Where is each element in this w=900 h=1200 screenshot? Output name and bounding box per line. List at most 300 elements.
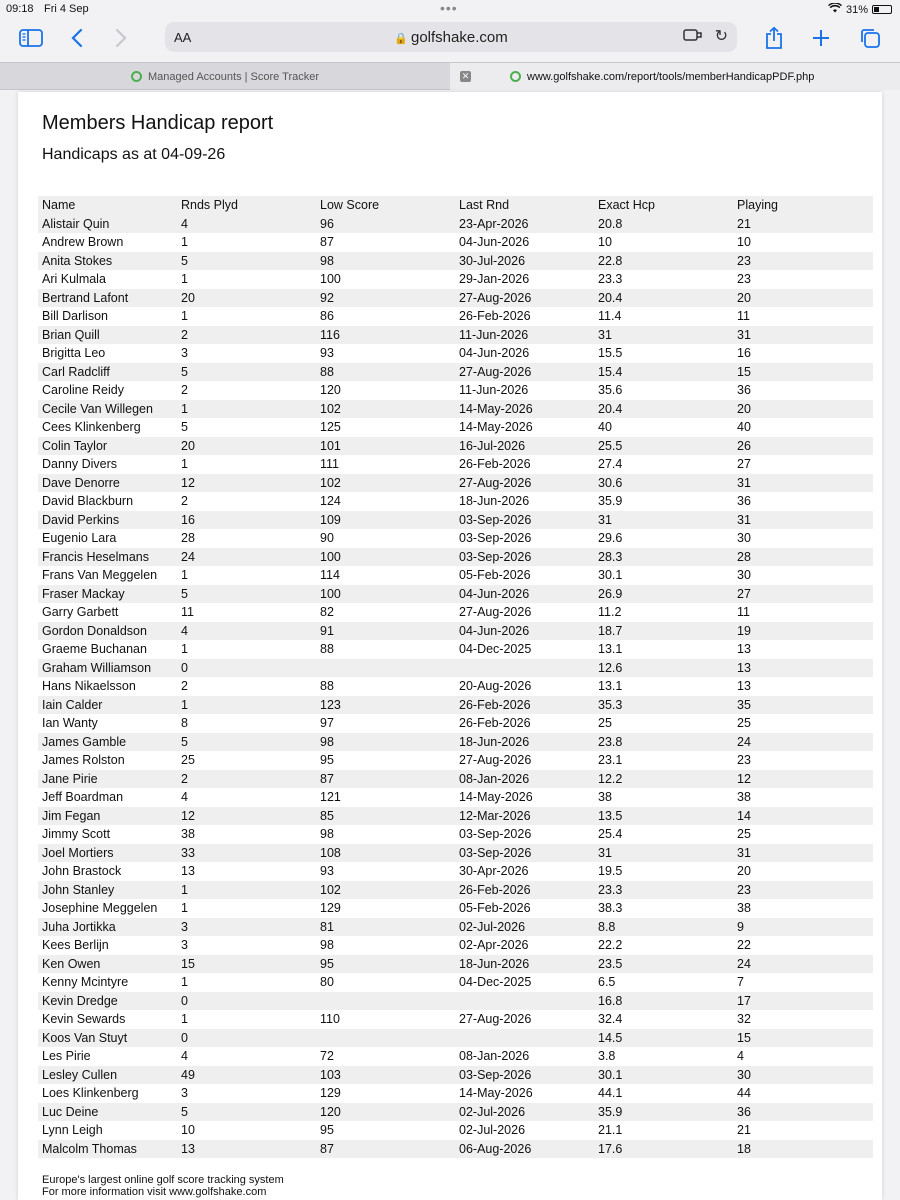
cell-playing: 13: [737, 679, 751, 694]
cell-low-score: [316, 659, 455, 678]
cell-last-round: 04-Dec-2025: [459, 975, 532, 990]
column-header-last-round: Last Rnd: [455, 196, 594, 215]
cell-rounds: 11: [181, 605, 194, 620]
cell-exact-handicap: 18.7: [594, 622, 733, 641]
cell-last-round: 27-Aug-2026: [459, 1012, 532, 1027]
cell-rounds: 0: [177, 992, 316, 1011]
cell-last-round: 26-Feb-2026: [455, 881, 594, 900]
multitasking-dots-icon[interactable]: •••: [440, 0, 458, 16]
cell-name: John Brastock: [42, 864, 122, 879]
cell-rounds: 4: [181, 790, 188, 805]
cell-rounds: 1: [177, 696, 316, 715]
cell-playing: 23: [733, 252, 873, 271]
cell-exact-handicap: 21.1: [598, 1123, 623, 1138]
cell-exact-handicap: 27.4: [598, 457, 623, 472]
cell-low-score: 91: [316, 622, 455, 641]
address-bar[interactable]: [165, 22, 737, 52]
cell-low-score: 87: [320, 235, 334, 250]
cell-last-round: 03-Sep-2026: [459, 531, 532, 546]
table-row: [38, 696, 873, 715]
cell-rounds: 49: [177, 1066, 316, 1085]
cell-low-score: 72: [320, 1049, 334, 1064]
cell-exact-handicap: 13.1: [598, 679, 623, 694]
cell-playing: 18: [733, 1140, 873, 1159]
cell-low-score: 120: [316, 1103, 455, 1122]
tab-handicap-report[interactable]: [450, 63, 900, 90]
cell-name: Brigitta Leo: [42, 346, 106, 361]
cell-rounds: 2: [177, 326, 316, 345]
cell-last-round: 08-Jan-2026: [455, 770, 594, 789]
cell-last-round: 27-Aug-2026: [459, 753, 532, 768]
cell-low-score: 95: [316, 955, 455, 974]
reload-icon[interactable]: ↻: [714, 28, 728, 45]
cell-low-score: 129: [320, 1086, 341, 1101]
cell-exact-handicap: 19.5: [598, 864, 623, 879]
cell-playing: 12: [733, 770, 873, 789]
cell-playing: 13: [737, 642, 751, 657]
footer-info: For more information visit www.golfshake.com: [42, 1186, 267, 1198]
cell-exact-handicap: 40: [598, 420, 612, 435]
share-icon[interactable]: [762, 24, 786, 52]
table-row: [38, 807, 873, 826]
cell-playing: 30: [737, 531, 751, 546]
cell-rounds: 1: [181, 568, 188, 583]
cell-last-round: [455, 992, 594, 1011]
cell-exact-handicap: 13.1: [598, 642, 623, 657]
cell-rounds: 1: [177, 881, 316, 900]
cell-rounds: 1: [181, 309, 188, 324]
cell-name: Iain Calder: [38, 696, 177, 715]
cell-last-round: 26-Feb-2026: [455, 696, 594, 715]
table-row: [38, 622, 873, 641]
table-row: [38, 252, 873, 271]
cell-last-round: 04-Jun-2026: [459, 235, 530, 250]
cell-rounds: 38: [181, 827, 195, 842]
cell-playing: 10: [737, 235, 751, 250]
cell-playing: 32: [737, 1012, 751, 1027]
cell-playing: 23: [737, 753, 751, 768]
cell-name: Jeff Boardman: [42, 790, 124, 805]
cell-name: Carl Radcliff: [38, 363, 177, 382]
cell-name: Kevin Dredge: [38, 992, 177, 1011]
column-header-name: Name: [38, 196, 177, 215]
cell-rounds: 15: [177, 955, 316, 974]
cell-low-score: 98: [320, 827, 334, 842]
cell-exact-handicap: 23.3: [594, 881, 733, 900]
table-row: [38, 566, 873, 585]
cell-rounds: 25: [181, 753, 195, 768]
cell-exact-handicap: 20.8: [594, 215, 733, 234]
table-row: [38, 585, 873, 604]
cell-name: Kenny Mcintyre: [42, 975, 129, 990]
cell-rounds: 0: [177, 659, 316, 678]
table-row: [38, 1140, 873, 1159]
cell-playing: 44: [737, 1086, 751, 1101]
table-row: [38, 1010, 873, 1029]
cell-last-round: 04-Jun-2026: [459, 346, 530, 361]
cell-exact-handicap: 30.1: [594, 1066, 733, 1085]
cell-exact-handicap: 44.1: [598, 1086, 623, 1101]
cell-rounds: 2: [181, 383, 188, 398]
cell-rounds: 1: [181, 901, 188, 916]
cell-playing: 15: [733, 363, 873, 382]
cell-rounds: 5: [177, 585, 316, 604]
cell-low-score: 86: [320, 309, 334, 324]
cell-name: Frans Van Meggelen: [42, 568, 158, 583]
cell-playing: 24: [733, 955, 873, 974]
table-header-row: [38, 196, 873, 215]
cell-name: Bertrand Lafont: [38, 289, 177, 308]
cell-exact-handicap: 3.8: [598, 1049, 616, 1064]
cell-last-round: 04-Jun-2026: [455, 622, 594, 641]
cell-playing: 31: [733, 326, 873, 345]
cell-rounds: 1: [181, 235, 188, 250]
cell-playing: 21: [733, 215, 873, 234]
table-row: [38, 936, 873, 955]
cell-low-score: 103: [316, 1066, 455, 1085]
cell-exact-handicap: 31: [594, 844, 733, 863]
cell-low-score: 85: [316, 807, 455, 826]
table-row: [38, 344, 873, 363]
table-row: [38, 1029, 873, 1048]
cell-name: Cees Klinkenberg: [42, 420, 141, 435]
extension-icon[interactable]: [683, 27, 703, 47]
cell-playing: 13: [733, 659, 873, 678]
cell-low-score: 121: [320, 790, 341, 805]
cell-playing: 40: [737, 420, 751, 435]
cell-name: Joel Mortiers: [38, 844, 177, 863]
forward-icon[interactable]: [110, 24, 132, 52]
cell-low-score: 114: [320, 568, 340, 583]
cell-last-round: 30-Apr-2026: [459, 864, 529, 879]
cell-last-round: 11-Jun-2026: [459, 383, 529, 398]
cell-exact-handicap: 15.4: [594, 363, 733, 382]
browser-toolbar: [0, 18, 900, 62]
cell-rounds: 1: [181, 975, 188, 990]
cell-low-score: 102: [316, 474, 455, 493]
cell-name: Malcolm Thomas: [38, 1140, 177, 1159]
cell-low-score: 87: [316, 770, 455, 789]
cell-playing: 38: [737, 901, 751, 916]
cell-name: Kees Berlijn: [42, 938, 109, 953]
table-row: [38, 659, 873, 678]
cell-last-round: 06-Aug-2026: [455, 1140, 594, 1159]
table-row: [38, 992, 873, 1011]
cell-last-round: 03-Sep-2026: [455, 511, 594, 530]
cell-exact-handicap: 12.2: [594, 770, 733, 789]
sidebar-icon[interactable]: [18, 24, 44, 52]
status-time: 09:18: [6, 3, 34, 15]
cell-exact-handicap: 23.3: [598, 272, 623, 287]
cell-low-score: 93: [320, 864, 334, 879]
cell-playing: 23: [733, 881, 873, 900]
cell-last-round: 18-Jun-2026: [455, 733, 594, 752]
cell-exact-handicap: 38: [598, 790, 612, 805]
cell-low-score: 95: [320, 753, 334, 768]
cell-exact-handicap: 14.5: [594, 1029, 733, 1048]
cell-last-round: 23-Apr-2026: [455, 215, 594, 234]
cell-exact-handicap: 23.1: [598, 753, 623, 768]
cell-name: Bill Darlison: [42, 309, 108, 324]
cell-exact-handicap: 26.9: [594, 585, 733, 604]
cell-last-round: 27-Aug-2026: [455, 474, 594, 493]
cell-last-round: 27-Aug-2026: [455, 363, 594, 382]
battery-percent: 31%: [845, 3, 868, 16]
cell-name: James Gamble: [38, 733, 177, 752]
cell-name: Andrew Brown: [42, 235, 124, 250]
cell-rounds: 3: [177, 918, 316, 937]
cell-name: Luc Deine: [38, 1103, 177, 1122]
table-row: [38, 1084, 873, 1103]
tabs-overview-icon[interactable]: [856, 24, 884, 52]
cell-rounds: 16: [177, 511, 316, 530]
cell-last-round: 27-Aug-2026: [455, 289, 594, 308]
cell-last-round: 26-Feb-2026: [459, 309, 531, 324]
cell-name: Loes Klinkenberg: [42, 1086, 139, 1101]
cell-playing: 21: [737, 1123, 751, 1138]
cell-rounds: 8: [181, 716, 188, 731]
table-row: [38, 1047, 873, 1066]
cell-last-round: 03-Sep-2026: [455, 548, 594, 567]
cell-playing: 38: [737, 790, 751, 805]
cell-playing: 27: [733, 585, 873, 604]
cell-low-score: [316, 992, 455, 1011]
cell-name: Anita Stokes: [38, 252, 177, 271]
cell-name: Cecile Van Willegen: [38, 400, 177, 419]
cell-last-round: 02-Jul-2026: [455, 918, 594, 937]
cell-last-round: 14-May-2026: [459, 420, 533, 435]
tab-bar: [0, 62, 900, 90]
cell-playing: 17: [733, 992, 873, 1011]
table-row: [38, 844, 873, 863]
table-row: [38, 1121, 873, 1140]
cell-playing: 20: [733, 400, 873, 419]
cell-playing: 23: [737, 272, 751, 287]
cell-low-score: 116: [316, 326, 455, 345]
cell-playing: 27: [737, 457, 751, 472]
table-row: [38, 733, 873, 752]
cell-exact-handicap: 25.4: [598, 827, 623, 842]
cell-exact-handicap: 11.4: [598, 309, 622, 324]
table-row: [38, 307, 873, 326]
cell-low-score: 125: [320, 420, 341, 435]
tab-managed-accounts[interactable]: [0, 63, 450, 90]
cell-rounds: 13: [181, 864, 195, 879]
cell-last-round: 30-Jul-2026: [455, 252, 594, 271]
table-row: [38, 677, 873, 696]
cell-name: Josephine Meggelen: [42, 901, 158, 916]
reader-options-button[interactable]: AA: [174, 30, 192, 45]
cell-playing: 36: [737, 494, 751, 509]
cell-exact-handicap: 20.4: [594, 400, 733, 419]
cell-rounds: 1: [177, 400, 316, 419]
table-row: [38, 955, 873, 974]
cell-low-score: 108: [316, 844, 455, 863]
cell-name: Caroline Reidy: [42, 383, 124, 398]
cell-playing: 30: [733, 1066, 873, 1085]
cell-low-score: 88: [320, 642, 334, 657]
cell-low-score: 88: [316, 363, 455, 382]
table-row: [38, 770, 873, 789]
report-subtitle: Handicaps as at 04-09-26: [42, 146, 226, 163]
cell-name: Colin Taylor: [38, 437, 177, 456]
cell-exact-handicap: 6.5: [598, 975, 616, 990]
cell-exact-handicap: 10: [598, 235, 612, 250]
wifi-icon: [828, 3, 842, 16]
cell-rounds: 1: [181, 642, 188, 657]
cell-low-score: 100: [316, 585, 455, 604]
cell-exact-handicap: 11.2: [598, 605, 622, 620]
cell-name: Ken Owen: [38, 955, 177, 974]
cell-last-round: 16-Jul-2026: [455, 437, 594, 456]
cell-rounds: 5: [177, 733, 316, 752]
table-row: [38, 492, 873, 511]
cell-last-round: 02-Jul-2026: [459, 1123, 526, 1138]
cell-last-round: [455, 1029, 594, 1048]
table-row: [38, 714, 873, 733]
cell-name: Francis Heselmans: [38, 548, 177, 567]
cell-rounds: 5: [177, 252, 316, 271]
cell-last-round: 14-May-2026: [455, 400, 594, 419]
cell-low-score: 124: [320, 494, 341, 509]
lock-icon: 🔒: [394, 33, 408, 45]
cell-rounds: 4: [177, 622, 316, 641]
cell-playing: 20: [733, 289, 873, 308]
cell-exact-handicap: 20.4: [594, 289, 733, 308]
status-bar: [0, 0, 900, 18]
report-page: [18, 92, 882, 1200]
cell-last-round: 18-Jun-2026: [459, 494, 530, 509]
cell-rounds: 28: [181, 531, 195, 546]
table-row: [38, 788, 873, 807]
table-row: [38, 474, 873, 493]
golfshake-favicon-icon: [131, 71, 142, 82]
table-row: [38, 640, 873, 659]
cell-rounds: 20: [177, 289, 316, 308]
cell-last-round: 03-Sep-2026: [459, 827, 532, 842]
cell-exact-handicap: 12.6: [594, 659, 733, 678]
cell-low-score: 123: [316, 696, 455, 715]
cell-rounds: 1: [181, 457, 188, 472]
table-row: [38, 862, 873, 881]
cell-name: Gordon Donaldson: [38, 622, 177, 641]
cell-exact-handicap: 25: [598, 716, 612, 731]
cell-playing: 20: [737, 864, 751, 879]
table-row: [38, 1103, 873, 1122]
cell-rounds: 3: [181, 1086, 188, 1101]
table-row: [38, 270, 873, 289]
table-row: [38, 548, 873, 567]
cell-rounds: 1: [181, 1012, 188, 1027]
cell-name: Hans Nikaelsson: [42, 679, 136, 694]
cell-name: David Perkins: [38, 511, 177, 530]
cell-name: Jane Pirie: [38, 770, 177, 789]
cell-last-round: 05-Feb-2026: [459, 901, 531, 916]
table-row: [38, 1066, 873, 1085]
cell-playing: 11: [737, 309, 750, 324]
cell-rounds: 2: [181, 494, 188, 509]
new-tab-icon[interactable]: [808, 24, 834, 52]
cell-low-score: 96: [316, 215, 455, 234]
cell-name: Eugenio Lara: [42, 531, 117, 546]
cell-exact-handicap: 28.3: [594, 548, 733, 567]
report-footer: [42, 1174, 284, 1198]
cell-low-score: 95: [320, 1123, 334, 1138]
table-row: [38, 381, 873, 400]
cell-low-score: 92: [316, 289, 455, 308]
table-row: [38, 437, 873, 456]
cell-low-score: 100: [316, 548, 455, 567]
cell-playing: 4: [737, 1049, 744, 1064]
column-header-playing: Playing: [733, 196, 873, 215]
cell-playing: 30: [737, 568, 751, 583]
cell-name: Lynn Leigh: [42, 1123, 103, 1138]
address-host[interactable]: [165, 29, 737, 46]
cell-rounds: 13: [177, 1140, 316, 1159]
cell-rounds: 20: [177, 437, 316, 456]
cell-exact-handicap: 31: [594, 326, 733, 345]
cell-last-round: 04-Jun-2026: [455, 585, 594, 604]
close-tab-icon[interactable]: ✕: [461, 71, 470, 81]
table-row: [38, 918, 873, 937]
table-row: [38, 215, 873, 234]
table-row: [38, 455, 873, 474]
cell-name: Jim Fegan: [38, 807, 177, 826]
cell-last-round: 26-Feb-2026: [459, 716, 531, 731]
cell-name: Alistair Quin: [38, 215, 177, 234]
cell-exact-handicap: 22.2: [598, 938, 623, 953]
cell-low-score: 98: [316, 733, 455, 752]
cell-last-round: 03-Sep-2026: [455, 844, 594, 863]
cell-name: Fraser Mackay: [38, 585, 177, 604]
cell-low-score: 102: [316, 400, 455, 419]
status-date: Fri 4 Sep: [44, 3, 89, 15]
cell-last-round: [455, 659, 594, 678]
cell-last-round: 02-Apr-2026: [459, 938, 529, 953]
tab-title: www.golfshake.com/report/tools/memberHandicapPDF.php: [527, 70, 815, 83]
cell-playing: 11: [737, 605, 750, 620]
cell-exact-handicap: 17.6: [594, 1140, 733, 1159]
cell-last-round: 03-Sep-2026: [455, 1066, 594, 1085]
cell-exact-handicap: 35.9: [598, 494, 623, 509]
cell-playing: 28: [733, 548, 873, 567]
cell-low-score: 102: [316, 881, 455, 900]
table-row: [38, 751, 873, 770]
cell-last-round: 18-Jun-2026: [455, 955, 594, 974]
cell-low-score: 98: [320, 938, 334, 953]
table-row: [38, 418, 873, 437]
cell-playing: 9: [733, 918, 873, 937]
cell-name: Ari Kulmala: [42, 272, 106, 287]
cell-rounds: 3: [181, 346, 188, 361]
table-row: [38, 899, 873, 918]
table-row: [38, 529, 873, 548]
cell-playing: 25: [737, 827, 751, 842]
cell-rounds: 2: [181, 679, 188, 694]
cell-last-round: 11-Jun-2026: [455, 326, 594, 345]
cell-low-score: 97: [320, 716, 334, 731]
cell-low-score: 90: [320, 531, 334, 546]
cell-rounds: 12: [177, 474, 316, 493]
cell-name: Brian Quill: [38, 326, 177, 345]
cell-rounds: 1: [181, 272, 188, 287]
cell-exact-handicap: 35.6: [598, 383, 623, 398]
cell-rounds: 3: [181, 938, 188, 953]
table-row: [38, 289, 873, 308]
back-icon[interactable]: [66, 24, 88, 52]
table-row: [38, 973, 873, 992]
cell-low-score: 80: [320, 975, 334, 990]
